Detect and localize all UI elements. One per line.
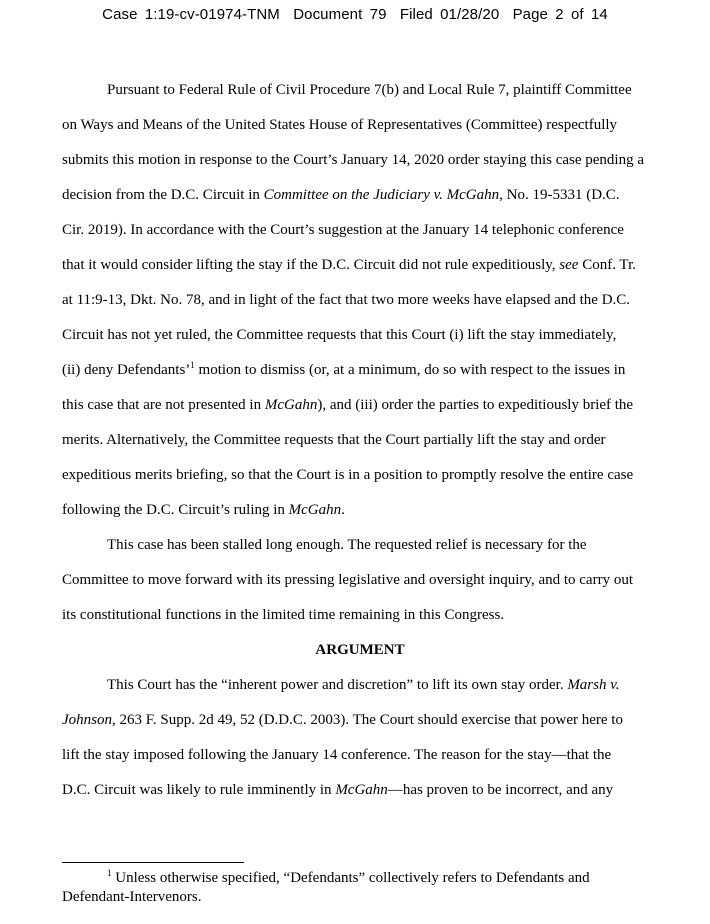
case-number: Case 1:19-cv-01974-TNM: [102, 6, 280, 23]
p2-line-2: Committee to move forward with its pressing legislative and oversight inquiry, and to carry out: [62, 572, 633, 588]
p1-line-12: expeditious merits briefing, so that the Court is in a position to promptly resolve the entire case: [62, 467, 634, 483]
text-span: , No. 19-5331 (D.C.: [499, 187, 620, 203]
text-span: Conf. Tr.: [578, 257, 636, 273]
footnote-line-1: [62, 869, 662, 888]
document-number: Document 79: [293, 6, 387, 23]
p1-line-11: merits. Alternatively, the Committee requests that the Court partially lift the stay and order: [62, 432, 606, 448]
p3-line-3: lift the stay imposed following the January 14 conference. The reason for the stay—that the: [62, 747, 612, 763]
p1-line-1: Pursuant to Federal Rule of Civil Procedure 7(b) and Local Rule 7, plaintiff Committee: [107, 82, 632, 98]
p2-line-1: This case has been stalled long enough. The requested relief is necessary for the: [107, 537, 587, 553]
text-span: (ii) deny Defendants’: [62, 362, 191, 378]
p1-line-7: at 11:9-13, Dkt. No. 78, and in light of the fact that two more weeks have elapsed and the D.C.: [62, 292, 631, 308]
footnote-line-2: Defendant-Intervenors.: [62, 889, 202, 905]
signal-see: see: [559, 257, 579, 273]
p1-line-5: Cir. 2019). In accordance with the Court’s suggestion at the January 14 telephonic conference: [62, 222, 624, 238]
footnote-divider: [62, 862, 244, 863]
footnote-text: Unless otherwise specified, “Defendants” collectively refers to Defendants and: [111, 870, 590, 886]
argument-heading: ARGUMENT: [315, 642, 405, 658]
p1-line-13: [62, 493, 658, 528]
text-span: ), and (iii) order the parties to expeditiously brief the: [317, 397, 634, 413]
text-span: —has proven to be incorrect, and any: [387, 782, 614, 798]
case-citation: McGahn: [264, 397, 318, 413]
text-span: This Court has the “inherent power and discretion” to lift its own stay order.: [107, 677, 568, 693]
text-span: motion to dismiss (or, at a minimum, do so with respect to the issues in: [194, 362, 626, 378]
p3-line-1: [62, 668, 658, 703]
p1-line-4: [62, 178, 658, 213]
p1-line-2: on Ways and Means of the United States House of Representatives (Committee) respectfully: [62, 117, 618, 133]
case-citation: Marsh v.: [567, 677, 620, 693]
case-header: [0, 6, 710, 23]
page-number: Page 2 of 14: [512, 6, 608, 23]
text-span: .: [341, 502, 345, 518]
p3-line-4: [62, 773, 658, 808]
footnote-marker: 1: [107, 868, 112, 878]
case-citation: Johnson: [62, 712, 112, 728]
p1-line-9: [62, 353, 658, 388]
case-citation: Committee on the Judiciary v. McGahn: [263, 187, 500, 203]
p1-line-6: [62, 248, 658, 283]
footnote: [62, 869, 662, 907]
p1-line-10: [62, 388, 658, 423]
case-citation: McGahn: [288, 502, 342, 518]
case-citation: McGahn: [335, 782, 388, 798]
text-span: , 263 F. Supp. 2d 49, 52 (D.D.C. 2003). The Court should exercise that power here to: [112, 712, 623, 728]
text-span: decision from the D.C. Circuit in: [62, 187, 264, 203]
p2-line-3: its constitutional functions in the limited time remaining in this Congress.: [62, 607, 505, 623]
text-span: that it would consider lifting the stay if the D.C. Circuit did not rule expeditiously,: [62, 257, 560, 273]
text-span: following the D.C. Circuit’s ruling in: [62, 502, 289, 518]
text-span: D.C. Circuit was likely to rule imminently in: [62, 782, 336, 798]
filed-date: Filed 01/28/20: [399, 6, 500, 23]
p3-line-2: [62, 703, 658, 738]
document-body: [62, 73, 658, 808]
p1-line-3: submits this motion in response to the Court’s January 14, 2020 order staying this case pending a: [62, 152, 645, 168]
p1-line-8: Circuit has not yet ruled, the Committee requests that this Court (i) lift the stay immediately,: [62, 327, 617, 343]
footnote-ref[interactable]: 1: [190, 360, 195, 370]
text-span: this case that are not presented in: [62, 397, 265, 413]
